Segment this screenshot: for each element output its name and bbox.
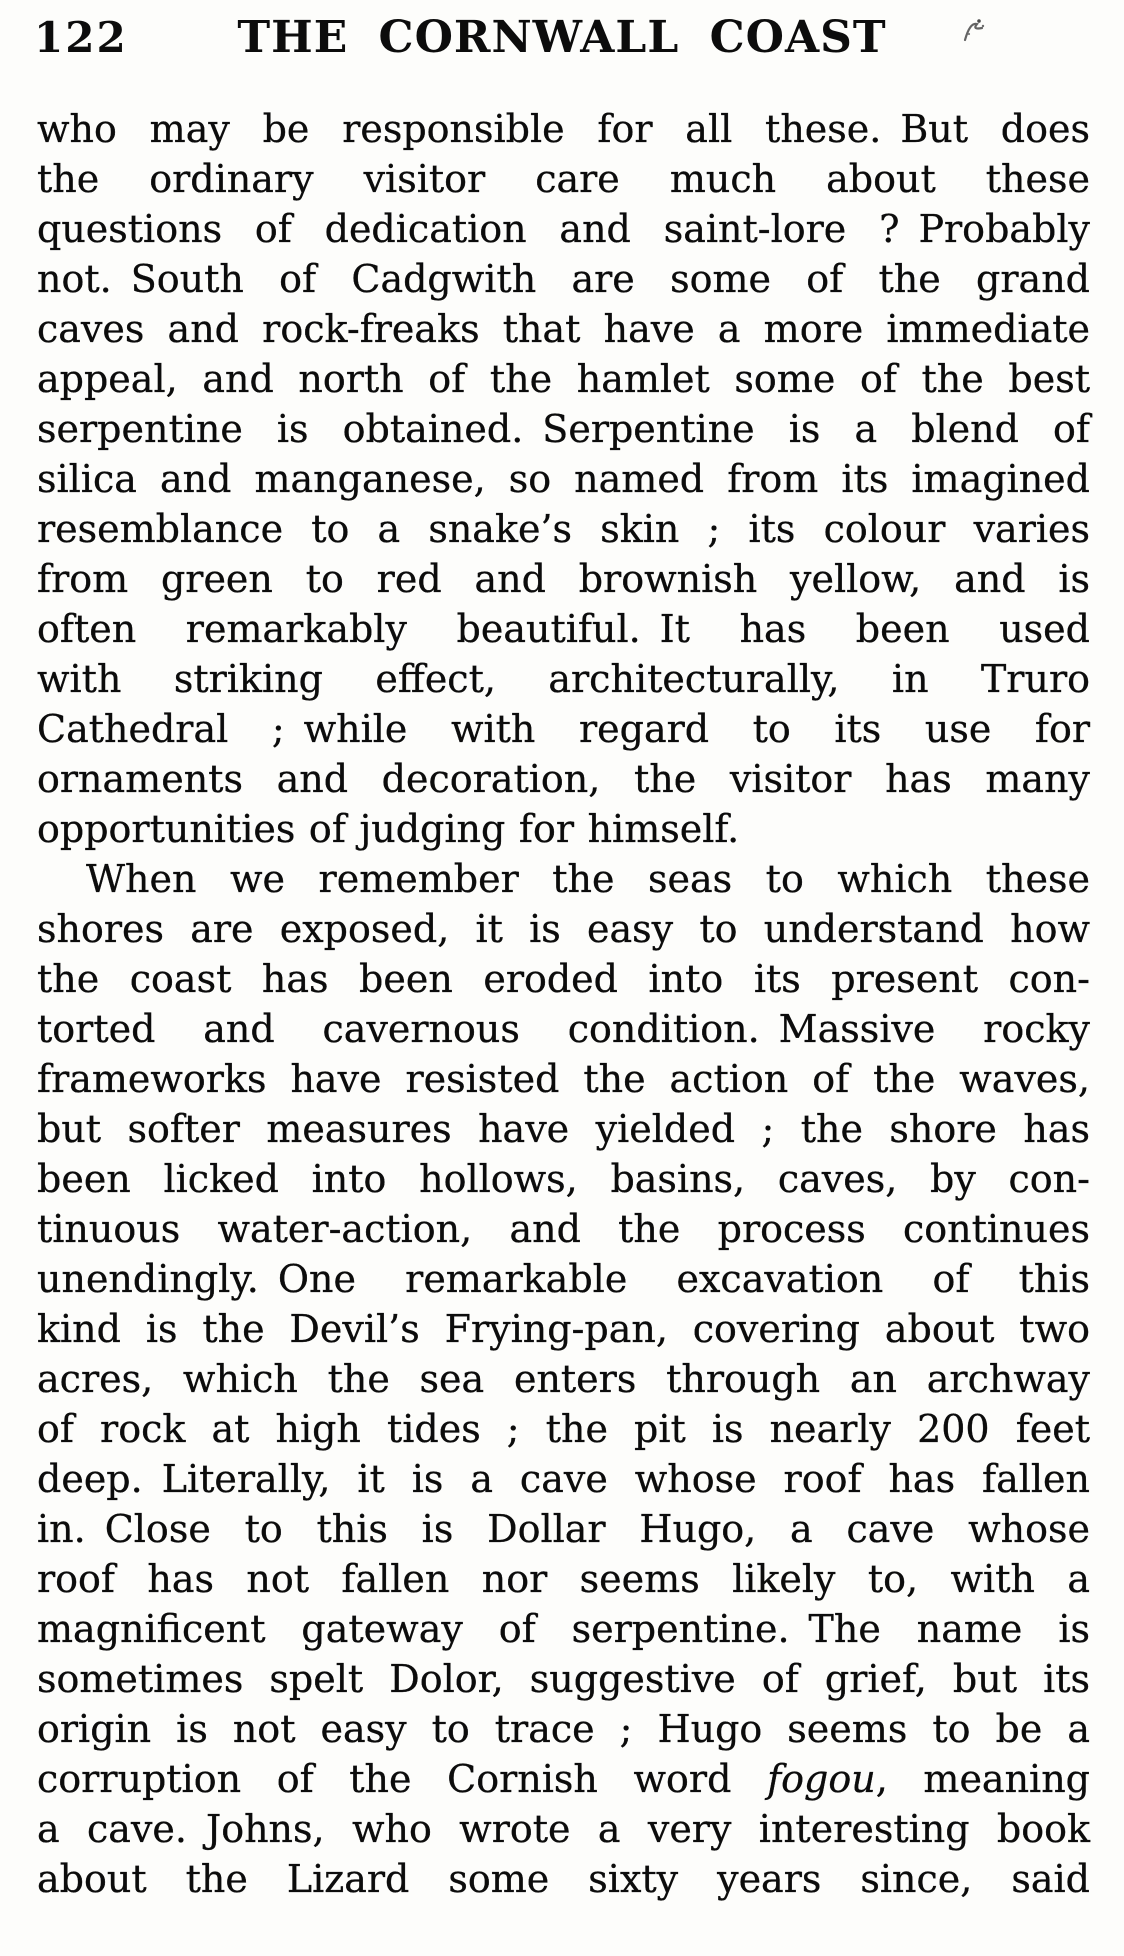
text-line bbox=[37, 554, 1090, 604]
text-line bbox=[37, 504, 1090, 554]
text-line bbox=[37, 754, 1090, 804]
text-line bbox=[37, 604, 1090, 654]
text-line bbox=[37, 354, 1090, 404]
text-segment: acres, which the sea enters through an archway bbox=[37, 1357, 1090, 1401]
text-line bbox=[37, 1854, 1090, 1904]
text-segment: Cathedral ; while with regard to its use for bbox=[37, 707, 1090, 751]
text-segment: in. Close to this is Dollar Hugo, a cave whose bbox=[37, 1507, 1090, 1551]
text-line bbox=[37, 454, 1090, 504]
text-segment: appeal, and north of the hamlet some of the best bbox=[37, 357, 1090, 401]
text-line bbox=[37, 704, 1090, 754]
page-title: THE CORNWALL COAST bbox=[237, 12, 887, 63]
text-segment: kind is the Devil’s Frying-pan, covering about two bbox=[37, 1307, 1090, 1351]
paragraph bbox=[37, 854, 1090, 1904]
text-line bbox=[37, 1404, 1090, 1454]
text-segment: from green to red and brownish yellow, and is bbox=[37, 557, 1090, 601]
text-segment: who may be responsible for all these. But does bbox=[37, 107, 1090, 151]
text-segment: but softer measures have yielded ; the shore has bbox=[37, 1107, 1090, 1151]
page-header bbox=[0, 12, 1124, 68]
text-line bbox=[37, 954, 1090, 1004]
text-segment: questions of dedication and saint-lore ? Probably bbox=[37, 207, 1090, 251]
text-segment: sometimes spelt Dolor, suggestive of grief, but its bbox=[37, 1657, 1090, 1701]
text-line bbox=[37, 1054, 1090, 1104]
text-segment: magnificent gateway of serpentine. The name is bbox=[37, 1607, 1090, 1651]
text-line bbox=[37, 1754, 1090, 1804]
text-segment: resemblance to a snake’s skin ; its colour varies bbox=[37, 507, 1090, 551]
text-line bbox=[37, 1104, 1090, 1154]
text-line bbox=[37, 1254, 1090, 1304]
text-segment: shores are exposed, it is easy to understand how bbox=[37, 907, 1090, 951]
text-line bbox=[37, 854, 1090, 904]
text-line bbox=[37, 1204, 1090, 1254]
text-line bbox=[37, 1154, 1090, 1204]
text-line bbox=[37, 204, 1090, 254]
text-segment: unendingly. One remarkable excavation of this bbox=[37, 1257, 1090, 1301]
text-segment: caves and rock-freaks that have a more immediate bbox=[37, 307, 1090, 351]
text-segment: origin is not easy to trace ; Hugo seems to be a bbox=[37, 1707, 1090, 1751]
text-line bbox=[37, 1654, 1090, 1704]
text-line bbox=[37, 1304, 1090, 1354]
text-line bbox=[37, 1454, 1090, 1504]
text-segment: been licked into hollows, basins, caves, by con- bbox=[37, 1157, 1090, 1201]
text-line bbox=[37, 1704, 1090, 1754]
text-segment: deep. Literally, it is a cave whose roof has fallen bbox=[37, 1457, 1090, 1501]
text-segment: the ordinary visitor care much about these bbox=[37, 157, 1090, 201]
text-segment: corruption of the Cornish word bbox=[37, 1757, 768, 1801]
text-segment: When we remember the seas to which these bbox=[86, 857, 1090, 901]
text-segment: with striking effect, architecturally, in Truro bbox=[37, 657, 1090, 701]
text-segment: serpentine is obtained. Serpentine is a blend of bbox=[37, 407, 1090, 451]
text-segment: roof has not fallen nor seems likely to, with a bbox=[37, 1557, 1090, 1601]
text-segment: not. South of Cadgwith are some of the grand bbox=[37, 257, 1090, 301]
text-segment: often remarkably beautiful. It has been used bbox=[37, 607, 1090, 651]
text-line bbox=[37, 154, 1090, 204]
text-segment: of rock at high tides ; the pit is nearly 200 feet bbox=[37, 1407, 1090, 1451]
text-segment: opportunities of judging for himself. bbox=[37, 807, 740, 851]
text-line bbox=[37, 254, 1090, 304]
text-line bbox=[37, 404, 1090, 454]
text-line bbox=[37, 304, 1090, 354]
text-line bbox=[37, 804, 1090, 854]
text-line bbox=[37, 1354, 1090, 1404]
text-segment: frameworks have resisted the action of the waves, bbox=[37, 1057, 1090, 1101]
page-number: 122 bbox=[34, 13, 128, 62]
paragraph bbox=[37, 104, 1090, 854]
text-line bbox=[37, 1554, 1090, 1604]
text-segment: the coast has been eroded into its present con- bbox=[37, 957, 1090, 1001]
text-segment: a cave. Johns, who wrote a very interesting book bbox=[37, 1807, 1090, 1851]
text-segment: silica and manganese, so named from its imagined bbox=[37, 457, 1090, 501]
text-segment: , meaning bbox=[875, 1757, 1091, 1801]
body-text bbox=[37, 104, 1090, 1904]
text-segment: about the Lizard some sixty years since, said bbox=[37, 1857, 1090, 1901]
text-segment: tinuous water-action, and the process continues bbox=[37, 1207, 1090, 1251]
text-line bbox=[37, 1804, 1090, 1854]
text-line bbox=[37, 904, 1090, 954]
text-line bbox=[37, 1004, 1090, 1054]
text-segment: ornaments and decoration, the visitor has many bbox=[37, 757, 1090, 801]
text-line bbox=[37, 1504, 1090, 1554]
italic-word: fogou bbox=[767, 1757, 876, 1801]
text-segment: torted and cavernous condition. Massive rocky bbox=[37, 1007, 1090, 1051]
ink-smudge-icon bbox=[956, 14, 992, 48]
text-line bbox=[37, 104, 1090, 154]
text-line bbox=[37, 1604, 1090, 1654]
text-line bbox=[37, 654, 1090, 704]
